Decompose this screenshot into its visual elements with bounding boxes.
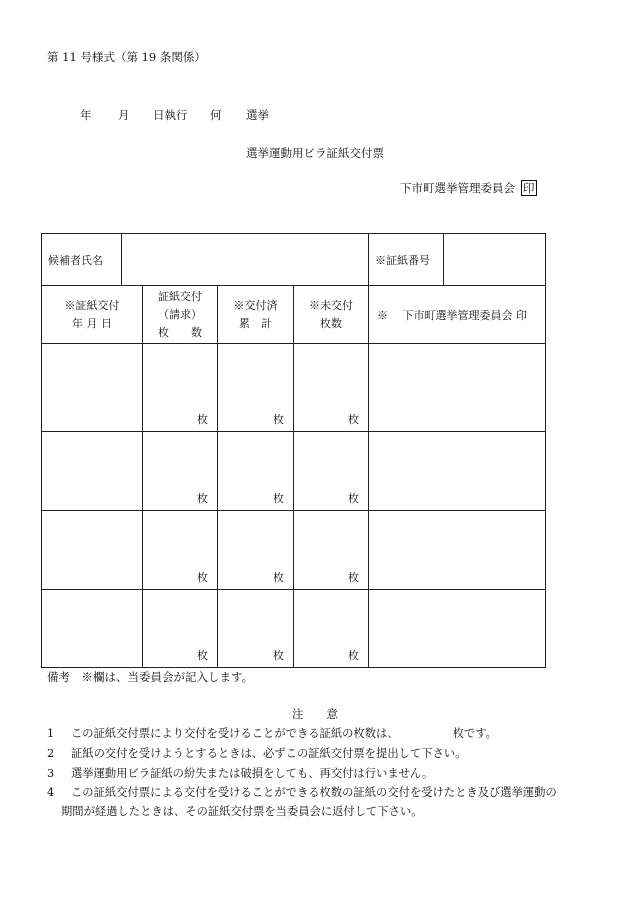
- notice-item-1: 1 この証紙交付票により交付を受けることができる証紙の枚数は、 枚です。: [47, 727, 497, 740]
- cumulative-cell[interactable]: 枚: [218, 590, 294, 668]
- remaining-cell[interactable]: 枚: [294, 590, 369, 668]
- remaining-cell[interactable]: 枚: [294, 432, 369, 511]
- stamp-cell[interactable]: [369, 511, 546, 590]
- date-cell[interactable]: [42, 511, 143, 590]
- col-header-requested: 証紙交付 （請求） 枚 数: [143, 286, 218, 344]
- requested-cell[interactable]: 枚: [143, 344, 218, 432]
- col-header-committee-stamp: ※ 下市町選挙管理委員会 印: [369, 286, 546, 344]
- requested-cell[interactable]: 枚: [143, 511, 218, 590]
- election-day: 日執行: [153, 108, 188, 122]
- table-row: [42, 590, 546, 668]
- date-cell[interactable]: [42, 344, 143, 432]
- page-title: 選挙運動用ビラ証紙交付票: [246, 146, 384, 160]
- election-what: 何: [210, 108, 222, 122]
- candidate-name-label: 候補者氏名: [42, 234, 122, 286]
- cumulative-cell[interactable]: 枚: [218, 432, 294, 511]
- remark: 備考 ※欄は、当委員会が記入します。: [47, 670, 254, 684]
- election-month: 月: [118, 108, 130, 122]
- election-year: 年: [80, 108, 92, 122]
- col-header-date: ※証紙交付 年 月 日: [42, 286, 143, 344]
- election-suffix: 選挙: [246, 108, 269, 122]
- certificate-number-label: ※証紙番号: [369, 234, 444, 286]
- remaining-cell[interactable]: 枚: [294, 344, 369, 432]
- form-number: 第 11 号様式（第 19 条関係）: [47, 50, 206, 64]
- col-header-cumulative: ※交付済 累 計: [218, 286, 294, 344]
- certificate-number-field[interactable]: [444, 234, 546, 286]
- stamp-cell[interactable]: [369, 344, 546, 432]
- seal-mark: 印: [523, 181, 535, 195]
- date-cell[interactable]: [42, 590, 143, 668]
- notice-item-4: 4 この証紙交付票による交付を受けることができる枚数の証紙の交付を受けたとき及び選挙運動の: [47, 786, 557, 799]
- stamp-cell[interactable]: [369, 432, 546, 511]
- issuer-name: 下市町選挙管理委員会: [400, 181, 515, 195]
- table-row: [42, 432, 546, 511]
- notice-item-4-continuation: 期間が経過したときは、その証紙交付票を当委員会に返付して下さい。: [61, 805, 423, 818]
- remaining-cell[interactable]: 枚: [294, 511, 369, 590]
- candidate-name-field[interactable]: [122, 234, 369, 286]
- notice-title: 注 意: [292, 707, 338, 721]
- stamp-cell[interactable]: [369, 590, 546, 668]
- requested-cell[interactable]: 枚: [143, 432, 218, 511]
- cumulative-cell[interactable]: 枚: [218, 511, 294, 590]
- requested-cell[interactable]: 枚: [143, 590, 218, 668]
- certificate-table: [41, 233, 546, 668]
- notice-item-3: 3 選挙運動用ビラ証紙の紛失または破損をしても、再交付は行いません。: [47, 767, 434, 780]
- notice-item-2: 2 証紙の交付を受けようとするときは、必ずこの証紙交付票を提出して下さい。: [47, 747, 467, 760]
- table-row: [42, 344, 546, 432]
- date-cell[interactable]: [42, 432, 143, 511]
- issuer: [400, 180, 537, 196]
- cumulative-cell[interactable]: 枚: [218, 344, 294, 432]
- table-row: [42, 511, 546, 590]
- col-header-remaining: ※未交付 枚数: [294, 286, 369, 344]
